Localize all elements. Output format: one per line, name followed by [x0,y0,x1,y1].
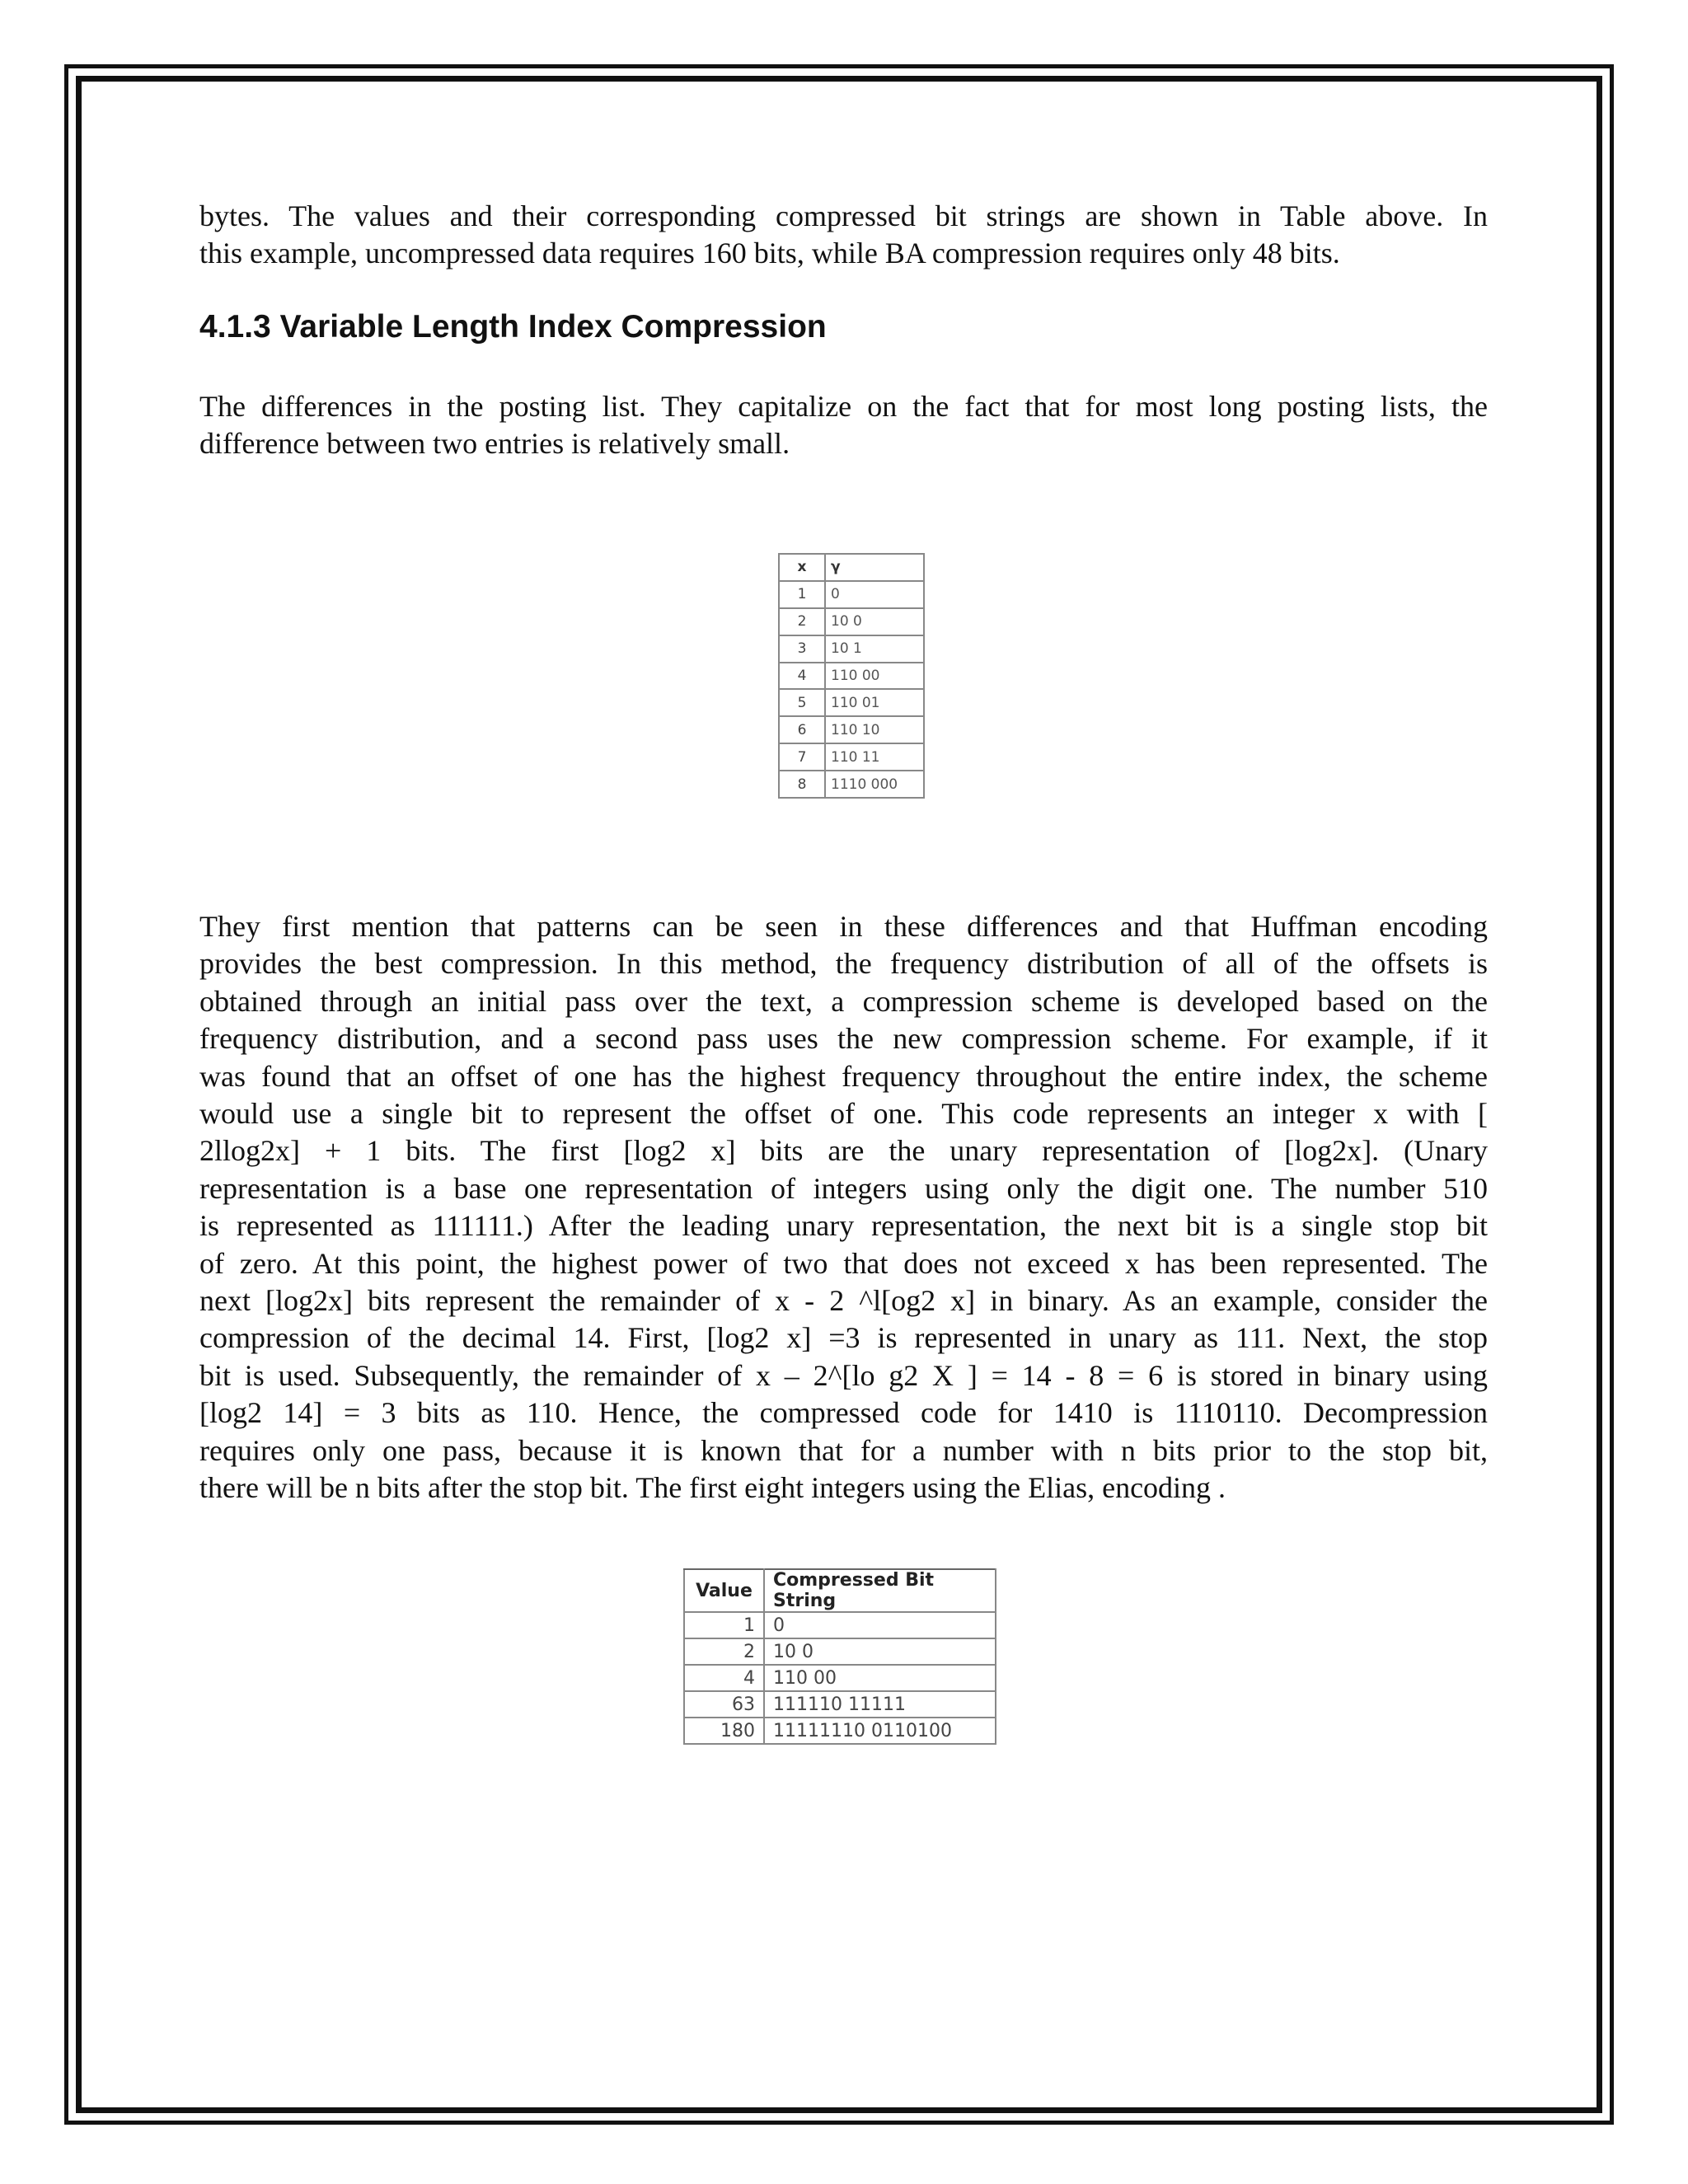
table-cell: 6 [779,716,825,743]
text-line: bytes. The values and their corresponding compressed bit strings are shown in Table above. In [199,199,1488,232]
text-line: frequency distribution, and a second pass uses the new compression scheme. For example, if it [199,1022,1488,1056]
table-cell: 110 01 [825,689,924,716]
table-cell: 4 [684,1665,764,1691]
table-cell: 3 [779,635,825,663]
text-line: of zero. At this point, the highest power of two that does not exceed x has been represented. The [199,1246,1488,1280]
table-row [779,663,924,690]
table-cell: 2 [779,608,825,635]
table-cell: 1 [684,1612,764,1638]
table-row [779,743,924,771]
table-cell: 63 [684,1691,764,1718]
table-header-row [684,1569,996,1612]
table-row [684,1638,996,1665]
table-cell: 11111110 0110100 [764,1718,996,1744]
table-cell: 7 [779,743,825,771]
table-cell: 4 [779,663,825,690]
text-line: bit is used. Subsequently, the remainder of x – 2^[lo g2 X ] = 14 - 8 = 6 is stored in binary using [199,1358,1488,1392]
text-line: provides the best compression. In this method, the frequency distribution of all of the offsets is [199,947,1488,981]
table-header-cell: Value [684,1569,764,1612]
table-cell: 110 00 [825,663,924,690]
text-line: They first mention that patterns can be seen in these differences and that Huffman encoding [199,910,1488,943]
table-header-row [779,554,924,581]
table-row [684,1718,996,1744]
table-row [684,1691,996,1718]
table-cell: 10 1 [825,635,924,663]
paragraph-elias-explanation [199,908,1488,1507]
table-header-cell: x [779,554,825,581]
table-row [684,1665,996,1691]
table-cell: 2 [684,1638,764,1665]
section-heading: 4.1.3 Variable Length Index Compression [199,309,827,344]
table-cell: 10 0 [764,1638,996,1665]
table-cell: 0 [764,1612,996,1638]
table-row [779,608,924,635]
table-row [779,689,924,716]
text-line: difference between two entries is relatively small. [199,427,790,461]
text-line: next [log2x] bits represent the remainder of x - 2 ^l[og2 x] in binary. As an example, consider the [199,1284,1488,1318]
compressed-bit-string-table [683,1568,996,1745]
table-cell: 5 [779,689,825,716]
table-cell: 110 11 [825,743,924,771]
text-line: there will be n bits after the stop bit. The first eight integers using the Elias, encoding . [199,1471,1226,1505]
text-line: obtained through an initial pass over the text, a compression scheme is developed based on the [199,984,1488,1018]
table-row [779,716,924,743]
gamma-code-table [778,553,925,799]
table-cell: 180 [684,1718,764,1744]
paragraph-intro [199,198,1488,273]
text-line: would use a single bit to represent the offset of one. This code represents an integer x with [ [199,1097,1488,1131]
table-row [779,771,924,798]
table-cell: 1 [779,581,825,608]
table-cell: 8 [779,771,825,798]
table-cell: 0 [825,581,924,608]
table-cell: 10 0 [825,608,924,635]
text-line: is represented as 111111.) After the leading unary representation, the next bit is a single stop bit [199,1209,1488,1243]
table-cell: 110 00 [764,1665,996,1691]
table-header-cell: γ [825,554,924,581]
text-line: 2llog2x] + 1 bits. The first [log2 x] bits are the unary representation of [log2x]. (Unary [199,1134,1488,1168]
paragraph-description [199,388,1488,463]
table-row [684,1612,996,1638]
text-line: was found that an offset of one has the highest frequency throughout the entire index, the scheme [199,1059,1488,1093]
text-line: this example, uncompressed data requires 160 bits, while BA compression requires only 48 bits. [199,237,1340,270]
text-line: requires only one pass, because it is known that for a number with n bits prior to the stop bit, [199,1433,1488,1467]
table-row [779,581,924,608]
text-line: compression of the decimal 14. First, [log2 x] =3 is represented in unary as 111. Next, the stop [199,1321,1488,1355]
text-line: [log2 14] = 3 bits as 110. Hence, the compressed code for 1410 is 1110110. Decompression [199,1396,1488,1430]
table-header-cell: Compressed Bit String [764,1569,996,1612]
table-cell: 111110 11111 [764,1691,996,1718]
table-cell: 1110 000 [825,771,924,798]
table-row [779,635,924,663]
text-line: representation is a base one representation of integers using only the digit one. The number 510 [199,1171,1488,1205]
table-cell: 110 10 [825,716,924,743]
text-line: The differences in the posting list. They capitalize on the fact that for most long posting lists, the [199,390,1488,423]
